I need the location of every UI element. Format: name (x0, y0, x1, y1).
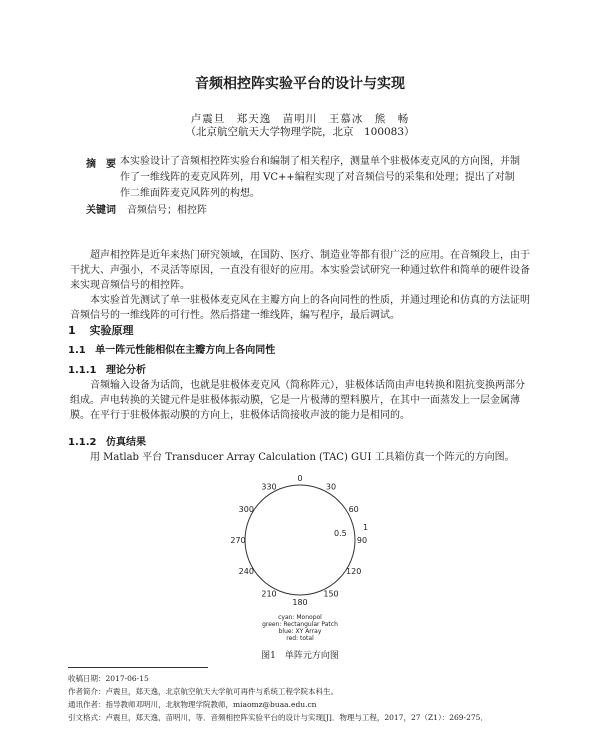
abstract-label: 摘 要 (86, 159, 116, 170)
legend-entry: red: total (286, 635, 314, 642)
section-1-1-1-number: 1.1.1 (68, 365, 97, 376)
footnote-contact: 通讯作者：指导教师邓明川，北航物理学院教师，miaomz@buaa.edu.cn (68, 700, 317, 709)
section-1-1-2-title: 仿真结果 (105, 437, 146, 448)
legend-entry: green: Rectangular Patch (262, 621, 338, 628)
legend-entry: cyan: Monopol (278, 614, 322, 621)
section-1-1-2-number: 1.1.2 (68, 437, 97, 448)
footnote-received: 收稿日期：2017-06-15 (68, 674, 149, 683)
section-1-title: 实验原理 (89, 324, 134, 337)
chart-legend (262, 614, 338, 642)
figure-caption: 图1 单阵元方向图 (261, 651, 339, 661)
angle-label-270: 270 (230, 536, 246, 545)
footnote-author-info: 作者简介：卢震旦，郑天逸，北京航空航天大学航可再件与系统工程学院本科生。 (68, 687, 338, 696)
abstract-text: 本实验设计了音频相控阵实验台和编制了相关程序，测量单个驻极体麦克风的方向图，并制作了一维线阵的麦克风阵列，用 VC++编程实现了对音频信号的采集和处理；提出了对制作二维面阵麦克风阵列的构想。 (120, 156, 520, 199)
paper-title: 音频相控阵实验平台的设计与实现 (195, 76, 405, 92)
polar-outer-circle (245, 485, 355, 595)
angle-labels (230, 474, 367, 607)
angle-label-240: 240 (238, 567, 254, 576)
simulation-paragraph: 用 Matlab 平台 Transducer Array Calculation (TAC) GUI 工具箱仿真一个阵元的方向图。 (90, 452, 515, 463)
intro-paragraph-1: 超声相控阵是近年来热门研究领域，在国防、医疗、制造业等都有很广泛的应用。在音频段上，由于干扰大、声强小，不灵活等原因，一直没有很好的应用。本实验尝试研究一种通过软件和简单的硬件设备来实现音频信号的相控阵。 (70, 250, 530, 291)
intro-paragraph-2: 本实验首先测试了单一驻极体麦克风在主瓣方向上的各向同性的性质，并通过理论和仿真的方法证明音频信号的一维线阵的可行性。然后搭建一维线阵，编写程序，最后调试。 (70, 295, 530, 321)
radial-label-1: 1 (363, 523, 369, 532)
legend-entry: blue: XY Array (278, 628, 322, 635)
keywords-text: 音频信号；相控阵 (127, 205, 207, 216)
radial-label-0-5: 0.5 (334, 529, 347, 538)
section-1-1-number: 1.1 (68, 345, 86, 356)
angle-label-60: 60 (348, 505, 359, 514)
affiliation: （北京航空航天大学物理学院，北京 100083） (185, 126, 415, 138)
angle-label-300: 300 (238, 505, 254, 514)
section-1-1-1-title: 理论分析 (105, 365, 146, 376)
angle-label-150: 150 (323, 589, 339, 599)
angle-label-180: 180 (292, 598, 308, 607)
keywords-label: 关键词 (86, 205, 116, 216)
angle-label-0: 0 (297, 474, 303, 483)
angle-label-210: 210 (261, 589, 277, 599)
angle-label-330: 330 (261, 482, 277, 492)
footnote-divider (68, 667, 208, 668)
angle-label-90: 90 (356, 536, 368, 545)
angle-label-30: 30 (325, 482, 337, 492)
section-1-1-title: 单一阵元性能相似在主瓣方向上各向同性 (95, 345, 276, 356)
section-1-number: 1 (68, 324, 76, 337)
angle-label-120: 120 (346, 567, 362, 576)
theory-paragraph: 音频输入设备为话筒，也就是驻极体麦克风（简称阵元），驻极体话筒由声电转换和阻抗变换两部分组成。声电转换的关键元件是驻极体振动膜，它是一片极薄的塑料膜片，在其中一面蒸发上一层金属薄膜。在平行于驻极体振动膜的方向上，驻极体话筒接收声波的能力是相同的。 (70, 380, 525, 421)
footnote-citation: 引文格式：卢震旦，郑天逸，苗明川，等．音频相控阵实验平台的设计与实现[J]．物理与工程，2017，27（Z1）：269-275． (68, 713, 488, 722)
author-list: 卢震旦 郑天逸 苗明川 王慕冰 熊 畅 (190, 113, 410, 125)
